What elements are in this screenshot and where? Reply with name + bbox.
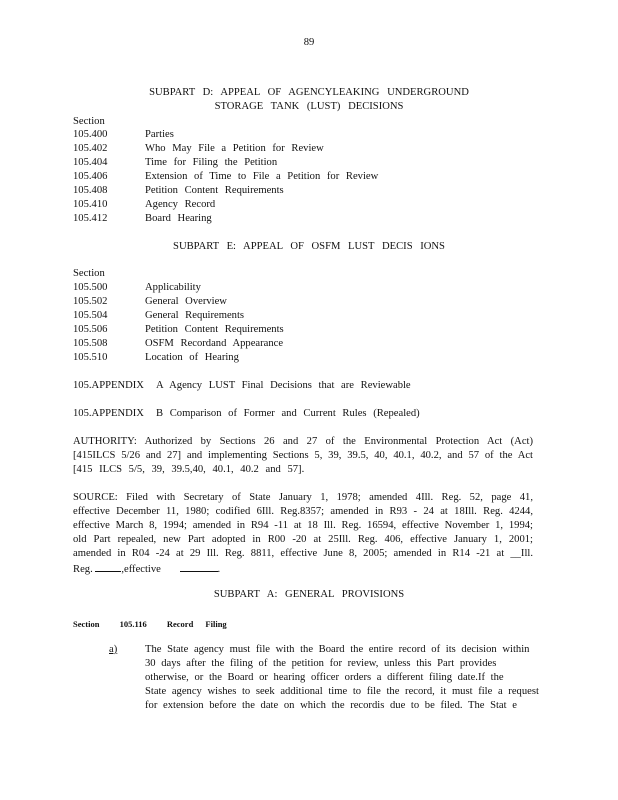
subpart-d-section-number: 105.404 — [73, 157, 108, 168]
subpart-d-section-title: Agency Record — [145, 199, 216, 210]
section-label: Section — [73, 619, 100, 629]
subpart-e-heading: SUBPART E: APPEAL OF OSFM LUST DECIS IONS — [173, 241, 445, 252]
appendix-b-text: B Comparison of Former and Current Rules (Repealed) — [156, 408, 420, 419]
source-reg-prefix: Reg. — [73, 564, 93, 575]
page-number: 89 — [303, 37, 315, 48]
item-a-line: otherwise, or the Board or hearing officer orders a different filing date.If the — [145, 672, 504, 683]
source-line-2: effective December 11, 1980; codified 6Ill. Reg.8357; amended in R93 - 24 at 18Ill. Reg. 4244, — [73, 506, 533, 517]
item-a-line: The State agency must file with the Board the entire record of its decision within — [145, 644, 530, 655]
subpart-e-section-title: Petition Content Requirements — [145, 324, 284, 335]
subpart-d-section-title: Extension of Time to File a Petition for Review — [145, 171, 379, 182]
subpart-d-section-number: 105.412 — [73, 213, 108, 224]
source-period: . — [217, 564, 221, 575]
authority-line-1: AUTHORITY: Authorized by Sections 26 and 27 of the Environmental Protection Act (Act) — [73, 436, 533, 447]
appendix-a-label: 105.APPENDIX — [73, 380, 144, 391]
item-a-line: for extension before the date on which the recordis due to be filed. The Stat e — [145, 700, 517, 711]
item-a-label: a) — [109, 644, 118, 655]
subpart-d-section-title: Petition Content Requirements — [145, 185, 284, 196]
subpart-d-section-title: Parties — [145, 129, 174, 140]
source-blank-2 — [180, 561, 218, 572]
appendix-a-text: A Agency LUST Final Decisions that are Reviewable — [156, 380, 411, 391]
section-105-116-heading — [73, 617, 227, 631]
subpart-d-heading — [0, 86, 618, 100]
source-line-4: old Part repealed, new Part adopted in R00 -20 at 25Ill. Reg. 406, effective January 1, 2001; — [73, 534, 533, 545]
subpart-d-heading-line1: SUBPART D: APPEAL OF AGENCYLEAKING UNDERGROUND — [149, 87, 469, 98]
source-line-6 — [73, 561, 220, 577]
subpart-e-section-title: Applicability — [145, 282, 201, 293]
authority-line-3: [415 ILCS 5/5, 39, 39.5,40, 40.1, 40.2 and 57]. — [73, 464, 305, 475]
subpart-e-section-number: 105.508 — [73, 338, 108, 349]
subpart-e-section-title: Location of Hearing — [145, 352, 239, 363]
subpart-e-section-title: General Overview — [145, 296, 227, 307]
subpart-e-section-label: Section — [73, 268, 105, 279]
subpart-e-section-number: 105.502 — [73, 296, 108, 307]
subpart-e-section-number: 105.506 — [73, 324, 108, 335]
source-line-1: SOURCE: Filed with Secretary of State January 1, 1978; amended 4Ill. Reg. 52, page 41, — [73, 492, 533, 503]
subpart-d-section-number: 105.408 — [73, 185, 108, 196]
subpart-d-section-title: Who May File a Petition for Review — [145, 143, 324, 154]
subpart-d-section-title: Board Hearing — [145, 213, 212, 224]
source-line-3: effective March 8, 1994; amended in R94 -11 at 18 Ill. Reg. 16594, effective November 1, 1994; — [73, 520, 533, 531]
item-a-line: 30 days after the filing of the petition for review, unless this Part provides — [145, 658, 497, 669]
subpart-d-section-number: 105.406 — [73, 171, 108, 182]
subpart-e-section-title: General Requirements — [145, 310, 245, 321]
subpart-e-section-number: 105.510 — [73, 352, 108, 363]
appendix-b-label: 105.APPENDIX — [73, 408, 144, 419]
item-a-line: State agency wishes to seek additional time to file the record, it must file a request — [145, 686, 539, 697]
subpart-d-section-label: Section — [73, 116, 105, 127]
source-line-5: amended in R04 -24 at 29 Ill. Reg. 8811, effective June 8, 2005; amended in R14 -21 at __Ill. — [73, 548, 533, 559]
subpart-d-section-number: 105.402 — [73, 143, 108, 154]
section-number: 105.116 — [119, 619, 147, 629]
subpart-e-section-number: 105.500 — [73, 282, 108, 293]
subpart-e-section-number: 105.504 — [73, 310, 108, 321]
source-effective-text: ,effective — [121, 564, 161, 575]
subpart-d-section-number: 105.400 — [73, 129, 108, 140]
subpart-a-heading: SUBPART A: GENERAL PROVISIONS — [213, 589, 405, 600]
subpart-d-section-title: Time for Filing the Petition — [145, 157, 278, 168]
subpart-e-section-title: OSFM Recordand Appearance — [145, 338, 284, 349]
source-blank-1 — [95, 561, 121, 572]
authority-line-2: [415ILCS 5/26 and 27] and implementing Sections 5, 39, 39.5, 40, 40.1, 40.2, and 57 of the Act — [73, 450, 533, 461]
subpart-d-heading-line2: STORAGE TANK (LUST) DECISIONS — [214, 101, 404, 112]
subpart-d-section-number: 105.410 — [73, 199, 108, 210]
section-title: Record Filing — [166, 619, 227, 629]
